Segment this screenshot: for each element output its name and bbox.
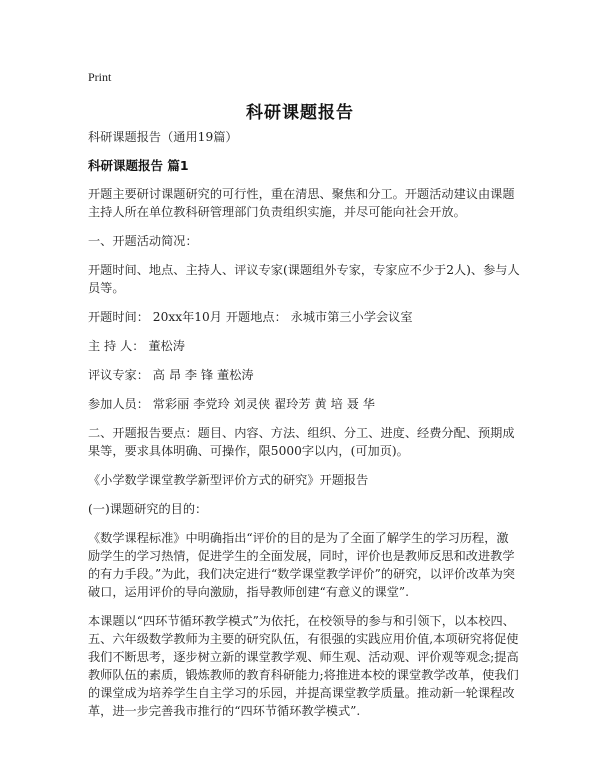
section-heading: 科研课题报告 篇1 xyxy=(88,158,189,173)
paragraph-host: 主 持 人： 董松涛 xyxy=(88,339,185,353)
paragraph-participants: 参加人员： 常彩丽 李党玲 刘灵侠 翟玲芳 黄 培 聂 华 xyxy=(88,397,375,411)
paragraph-project-basis: 本课题以“四环节循环教学模式”为依托，在校领导的参与和引领下，以本校四、五、六年级数学教师为主要的研究队伍，有很强的实践应用价值,本项研究将促使我们不断思考，逐步树立新的课堂教学观、师生观、活动观、评价观等观念;提高教师队伍的素质，锻炼教师的教育科研能力;将推进本校的课堂教学改革，使我们的课堂成为培养学生自主学习的乐园，并提高课堂教学质量。推动新一轮课程改革，进一步完善我市推行的“四环节循环教学模式”. xyxy=(88,614,519,718)
print-link[interactable]: Print xyxy=(88,70,112,84)
paragraph-time-place: 开题时间： 20xx年10月 开题地点： 永城市第三小学会议室 xyxy=(88,310,413,324)
document-subtitle: 科研课题报告（通用19篇） xyxy=(88,130,238,144)
paragraph-curriculum-standard: 《数学课程标准》中明确指出“评价的目的是为了全面了解学生的学习历程，激励学生的学习热情，促进学生的全面发展，同时，评价也是教师反思和改进教学的有力手段。”为此，我们决定进行“数学课堂教学评价”的研究，以评价改革为突破口，运用评价的导向激励，指导教师创建“有意义的课堂”. xyxy=(88,531,515,599)
page-title: 科研课题报告 xyxy=(246,103,354,123)
paragraph-experts: 评议专家： 高 昂 李 锋 董松涛 xyxy=(88,368,254,382)
paragraph-section-one-heading: 一、开题活动简况： xyxy=(88,234,198,248)
paragraph-report-title: 《小学数学课堂教学新型评价方式的研究》开题报告 xyxy=(88,473,369,487)
document-body xyxy=(88,128,520,731)
paragraph-intro: 开题主要研讨课题研究的可行性，重在清思、聚焦和分工。开题活动建议由课题主持人所在单位教科研管理部门负责组织实施，并尽可能向社会开放。 xyxy=(88,187,515,219)
paragraph-purpose-heading: (一)课题研究的目的： xyxy=(88,502,208,516)
paragraph-activity-items: 开题时间、地点、主持人、评议专家(课题组外专家，专家应不少于2人)、参与人员等。 xyxy=(88,263,520,295)
paragraph-section-two: 二、开题报告要点：题目、内容、方法、组织、分工、进度、经费分配、预期成果等，要求具体明确、可操作，限5000字以内，(可加页)。 xyxy=(88,426,515,458)
